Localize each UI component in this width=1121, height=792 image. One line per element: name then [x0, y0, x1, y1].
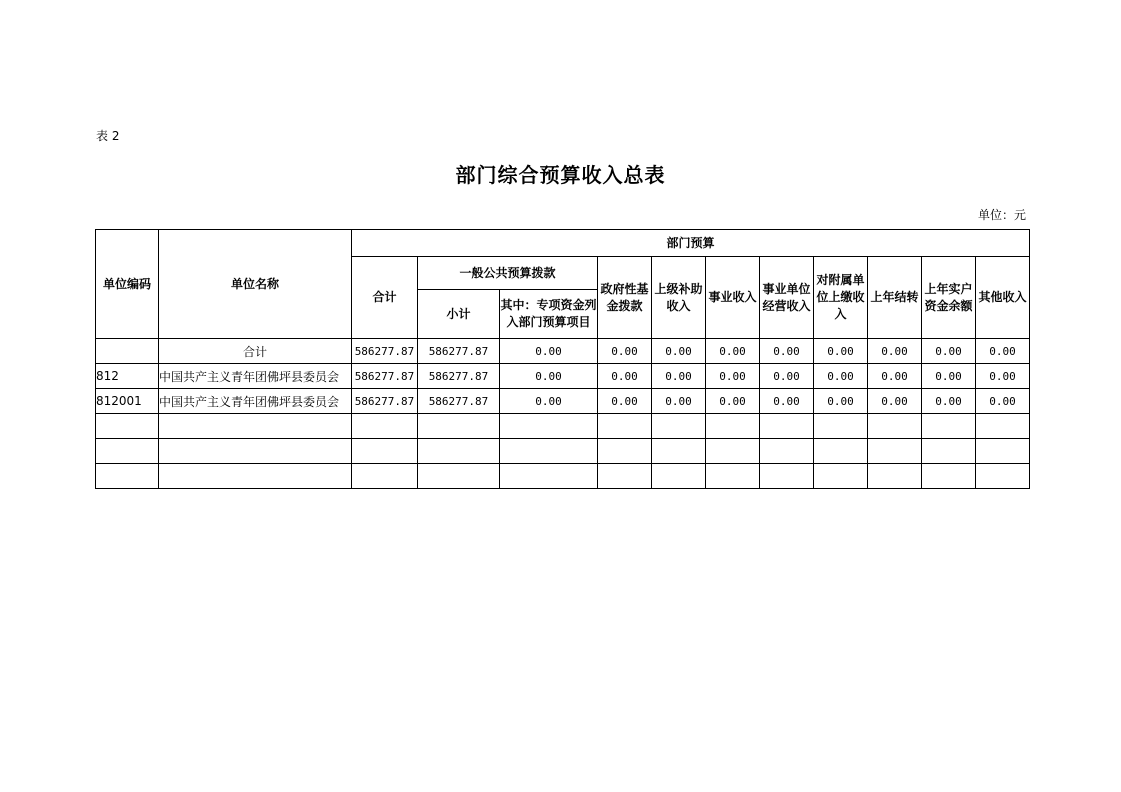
header-special-fund: 其中：专项资金列入部门预算项目	[500, 290, 598, 339]
empty-cell	[96, 464, 159, 489]
empty-cell	[598, 414, 652, 439]
empty-cell	[922, 439, 976, 464]
header-total: 合计	[352, 257, 418, 339]
empty-cell	[418, 439, 500, 464]
table-row	[96, 364, 1030, 389]
cell-gov-fund: 0.00	[598, 364, 652, 389]
cell-total: 586277.87	[352, 339, 418, 364]
empty-cell	[976, 464, 1030, 489]
empty-cell	[159, 439, 352, 464]
empty-cell	[652, 439, 706, 464]
cell-other-income: 0.00	[976, 339, 1030, 364]
cell-career-income: 0.00	[706, 389, 760, 414]
cell-last-year-balance: 0.00	[922, 339, 976, 364]
cell-career-unit-operating: 0.00	[760, 389, 814, 414]
header-unit-code: 单位编码	[96, 230, 159, 339]
cell-last-year-carryover: 0.00	[868, 339, 922, 364]
table-row-empty	[96, 464, 1030, 489]
table-row-empty	[96, 439, 1030, 464]
cell-unit-code: 812	[96, 364, 159, 389]
cell-last-year-carryover: 0.00	[868, 364, 922, 389]
cell-upper-subsidy: 0.00	[652, 339, 706, 364]
cell-total: 586277.87	[352, 389, 418, 414]
header-general-public-budget: 一般公共预算拨款	[418, 257, 598, 290]
empty-cell	[922, 464, 976, 489]
budget-income-table	[95, 229, 1030, 489]
cell-last-year-carryover: 0.00	[868, 389, 922, 414]
cell-career-unit-operating: 0.00	[760, 364, 814, 389]
cell-subtotal: 586277.87	[418, 364, 500, 389]
empty-cell	[159, 414, 352, 439]
empty-cell	[922, 414, 976, 439]
header-last-year-balance: 上年实户资金余额	[922, 257, 976, 339]
cell-unit-name: 合计	[159, 339, 352, 364]
empty-cell	[868, 439, 922, 464]
empty-cell	[598, 464, 652, 489]
cell-special-fund: 0.00	[500, 389, 598, 414]
cell-special-fund: 0.00	[500, 364, 598, 389]
table-row	[96, 389, 1030, 414]
empty-cell	[760, 439, 814, 464]
empty-cell	[706, 414, 760, 439]
empty-cell	[652, 414, 706, 439]
table-row-empty	[96, 414, 1030, 439]
empty-cell	[418, 464, 500, 489]
empty-cell	[814, 439, 868, 464]
empty-cell	[814, 414, 868, 439]
empty-cell	[760, 414, 814, 439]
empty-cell	[868, 464, 922, 489]
empty-cell	[814, 464, 868, 489]
header-unit-name: 单位名称	[159, 230, 352, 339]
cell-last-year-balance: 0.00	[922, 389, 976, 414]
table-number: 表 2	[96, 129, 120, 143]
empty-cell	[652, 464, 706, 489]
empty-cell	[352, 414, 418, 439]
cell-gov-fund: 0.00	[598, 389, 652, 414]
cell-other-income: 0.00	[976, 364, 1030, 389]
cell-unit-code	[96, 339, 159, 364]
empty-cell	[96, 439, 159, 464]
empty-cell	[598, 439, 652, 464]
empty-cell	[868, 414, 922, 439]
cell-gov-fund: 0.00	[598, 339, 652, 364]
empty-cell	[96, 414, 159, 439]
header-subtotal: 小计	[418, 290, 500, 339]
empty-cell	[706, 464, 760, 489]
cell-unit-name: 中国共产主义青年团佛坪县委员会	[159, 389, 352, 414]
cell-career-income: 0.00	[706, 339, 760, 364]
cell-affiliated-upper: 0.00	[814, 389, 868, 414]
cell-affiliated-upper: 0.00	[814, 364, 868, 389]
cell-upper-subsidy: 0.00	[652, 364, 706, 389]
empty-cell	[418, 414, 500, 439]
header-career-unit-operating: 事业单位经营收入	[760, 257, 814, 339]
cell-career-unit-operating: 0.00	[760, 339, 814, 364]
empty-cell	[500, 464, 598, 489]
cell-special-fund: 0.00	[500, 339, 598, 364]
header-affiliated-upper: 对附属单位上缴收入	[814, 257, 868, 339]
empty-cell	[976, 414, 1030, 439]
cell-last-year-balance: 0.00	[922, 364, 976, 389]
header-dept-budget: 部门预算	[352, 230, 1030, 257]
empty-cell	[976, 439, 1030, 464]
empty-cell	[352, 464, 418, 489]
cell-total: 586277.87	[352, 364, 418, 389]
header-other-income: 其他收入	[976, 257, 1030, 339]
document-title: 部门综合预算收入总表	[455, 163, 666, 187]
cell-upper-subsidy: 0.00	[652, 389, 706, 414]
header-upper-subsidy: 上级补助收入	[652, 257, 706, 339]
cell-career-income: 0.00	[706, 364, 760, 389]
cell-subtotal: 586277.87	[418, 389, 500, 414]
table-row-total	[96, 339, 1030, 364]
cell-subtotal: 586277.87	[418, 339, 500, 364]
cell-unit-code: 812001	[96, 389, 159, 414]
cell-other-income: 0.00	[976, 389, 1030, 414]
empty-cell	[159, 464, 352, 489]
header-last-year-carryover: 上年结转	[868, 257, 922, 339]
cell-affiliated-upper: 0.00	[814, 339, 868, 364]
cell-unit-name: 中国共产主义青年团佛坪县委员会	[159, 364, 352, 389]
empty-cell	[352, 439, 418, 464]
empty-cell	[760, 464, 814, 489]
empty-cell	[500, 439, 598, 464]
unit-note: 单位：元	[977, 208, 1026, 222]
empty-cell	[706, 439, 760, 464]
empty-cell	[500, 414, 598, 439]
header-career-income: 事业收入	[706, 257, 760, 339]
header-gov-fund: 政府性基金拨款	[598, 257, 652, 339]
